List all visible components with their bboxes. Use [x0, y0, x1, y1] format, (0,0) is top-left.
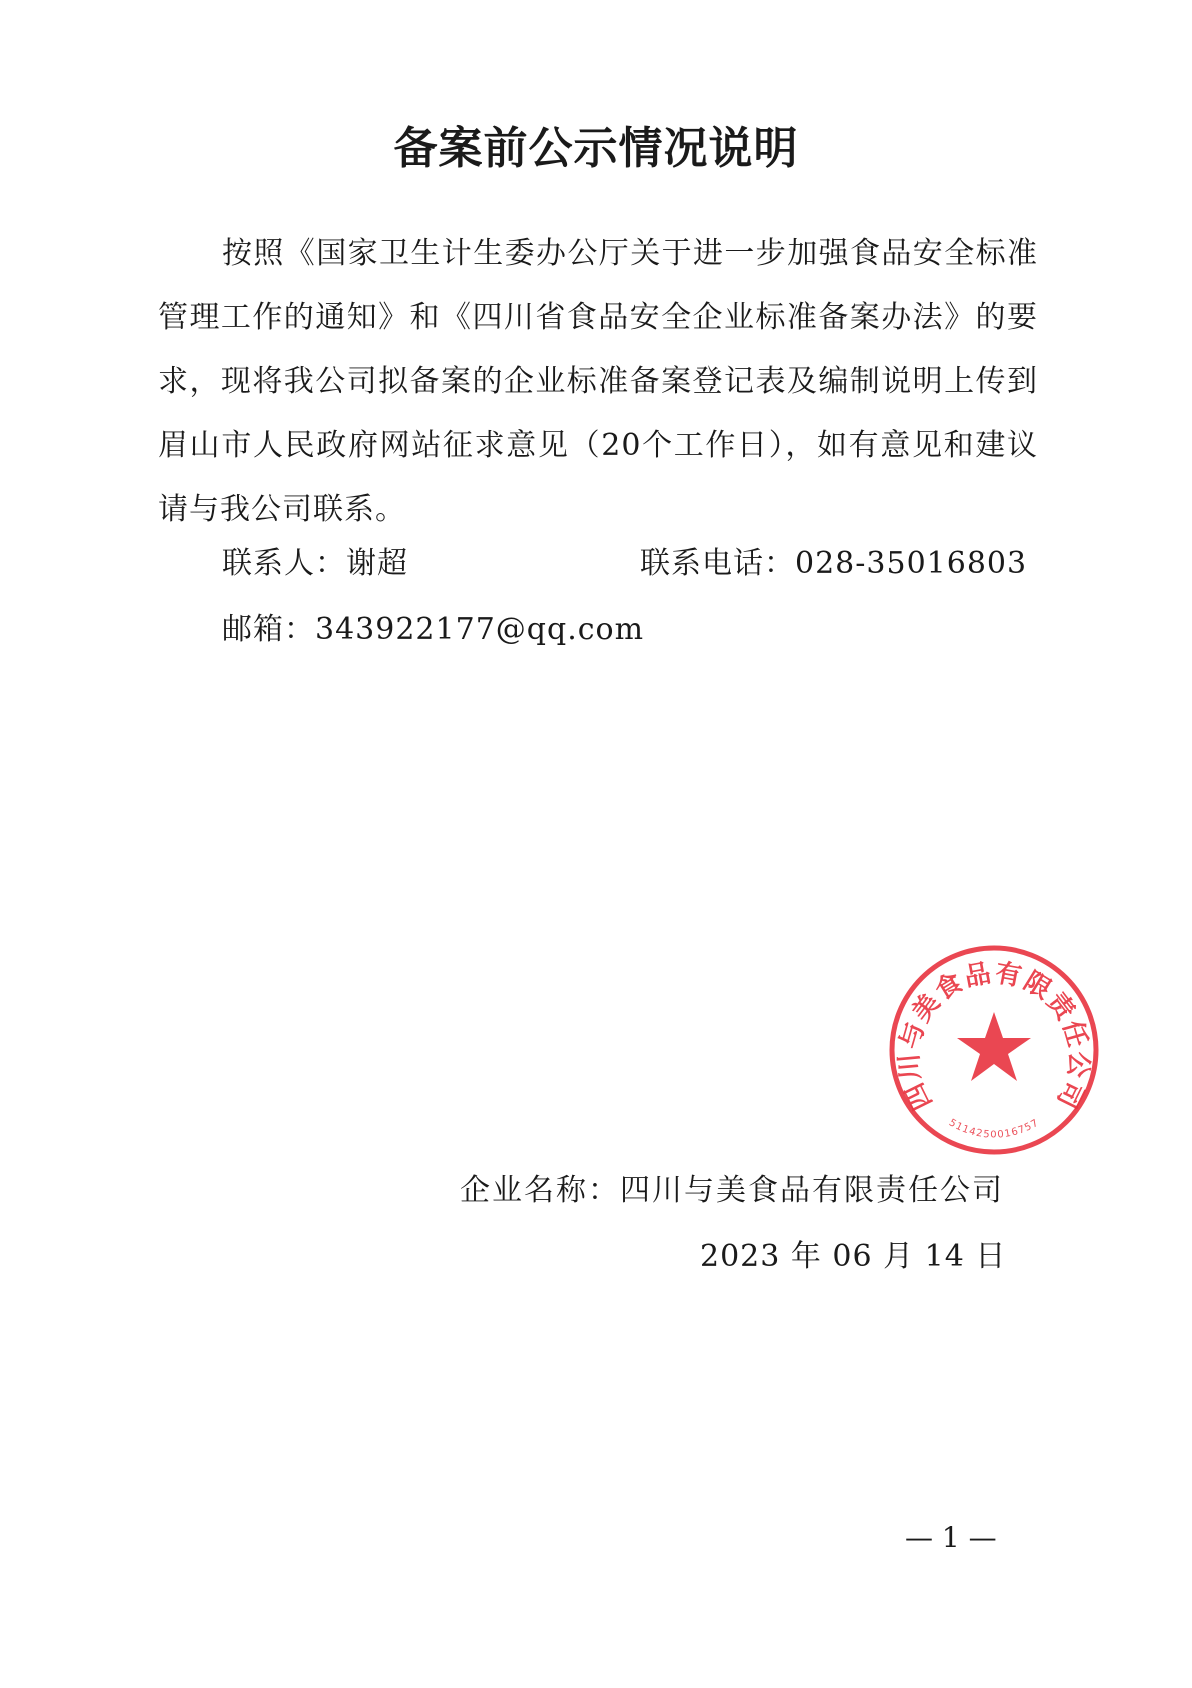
- contact-phone-number: 028-35016803: [795, 546, 1028, 581]
- seal-code: 5114250016757: [946, 1117, 1042, 1141]
- company-label: 企业名称：: [460, 1173, 620, 1208]
- seal-text: 四川与美食品有限责任公司: [894, 958, 1094, 1115]
- document-date: 2023 年 06 月 14 日: [700, 1239, 1007, 1274]
- contact-person-line: [222, 544, 408, 584]
- contact-person-label: 联系人：: [222, 546, 346, 581]
- company-name: 四川与美食品有限责任公司: [620, 1173, 1004, 1208]
- page-number: — 1 —: [905, 1521, 997, 1554]
- document-title: 备案前公示情况说明: [393, 123, 799, 174]
- body-paragraph: 按照《国家卫生计生委办公厅关于进一步加强食品安全标准管理工作的通知》和《四川省食品安全企业标准备案办法》的要求，现将我公司拟备案的企业标准备案登记表及编制说明上传到眉山市人民政府网站征求意见（20个工作日），如有意见和建议请与我公司联系。: [158, 236, 1038, 527]
- company-seal: [886, 942, 1102, 1158]
- contact-phone-label: 联系电话：: [640, 546, 795, 581]
- contact-phone-line: [640, 544, 1027, 584]
- email-label: 邮箱：: [222, 612, 315, 647]
- company-name-line: [460, 1171, 1004, 1211]
- contact-email-line: [222, 610, 644, 650]
- contact-person-name: 谢超: [346, 546, 408, 581]
- seal-star-icon: [957, 1012, 1031, 1081]
- email-address: 343922177@qq.com: [315, 612, 645, 647]
